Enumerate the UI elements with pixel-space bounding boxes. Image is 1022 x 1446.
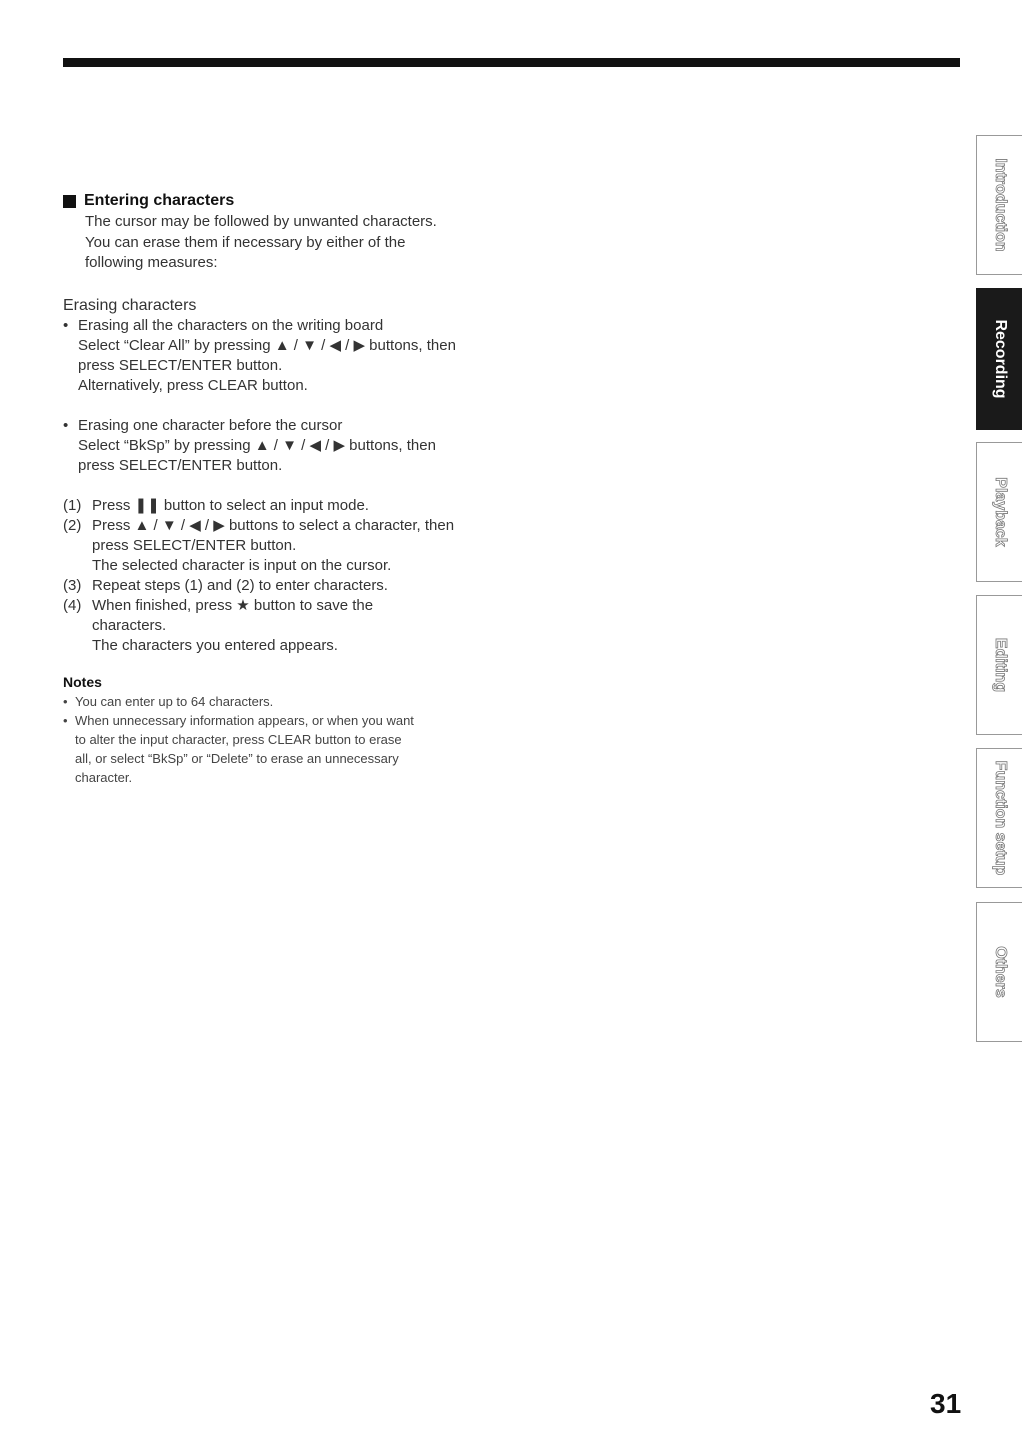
note-line: all, or select “BkSp” or “Delete” to erase an unnecessary	[75, 751, 399, 767]
tab-label: Playback	[991, 477, 1009, 547]
erasing-item	[63, 416, 503, 436]
bullet-dot-icon: •	[63, 416, 69, 434]
square-bullet-icon	[63, 195, 76, 208]
step-line: press SELECT/ENTER button.	[92, 536, 297, 554]
step-text: Repeat steps (1) and (2) to enter characters.	[92, 576, 388, 594]
erasing-item	[63, 316, 503, 336]
note-line: character.	[75, 770, 133, 786]
note-item	[63, 711, 503, 730]
step-number: (3)	[63, 576, 82, 594]
note-item	[63, 692, 503, 711]
top-rule	[63, 58, 960, 67]
intro-line: The cursor may be followed by unwanted characters.	[85, 213, 437, 230]
step-number: (4)	[63, 596, 82, 614]
bullet-dot-icon: •	[63, 316, 69, 334]
tab-label: Introduction	[991, 158, 1009, 252]
step-item	[63, 496, 503, 516]
note-text: When unnecessary information appears, or when you want	[75, 712, 414, 728]
step-number: (1)	[63, 496, 82, 514]
tab-recording[interactable]	[976, 288, 1022, 430]
tab-label: Function setup	[991, 760, 1009, 876]
step-line: characters.	[92, 616, 167, 634]
step-text: Press ▲ / ▼ / ◀ / ▶ buttons to select a character, then	[92, 516, 455, 534]
step-line: The selected character is input on the cursor.	[92, 556, 392, 574]
section-heading-text: Entering characters	[84, 192, 235, 209]
tab-playback[interactable]	[976, 442, 1022, 582]
step-item	[63, 576, 503, 596]
intro-line: You can erase them if necessary by either of the	[85, 233, 406, 251]
tab-introduction[interactable]	[976, 135, 1022, 275]
step-line: The characters you entered appears.	[92, 636, 338, 654]
page-number: 31	[930, 1388, 962, 1419]
erasing-item-title: Erasing one character before the cursor	[78, 416, 343, 434]
step-item	[63, 516, 503, 536]
main-content	[63, 190, 503, 788]
step-item	[63, 596, 503, 616]
tab-others[interactable]	[976, 902, 1022, 1042]
erasing-line: Select “BkSp” by pressing ▲ / ▼ / ◀ / ▶ buttons, then	[78, 436, 436, 454]
tab-label: Others	[991, 946, 1009, 998]
step-text: Press ❚❚ button to select an input mode.	[92, 496, 369, 514]
intro-line: following measures:	[85, 254, 218, 271]
erasing-item-title: Erasing all the characters on the writing board	[78, 316, 384, 334]
tab-label: Recording	[991, 319, 1009, 399]
step-text: When finished, press ★ button to save the	[92, 596, 374, 614]
step-number: (2)	[63, 516, 82, 534]
erasing-line: Alternatively, press CLEAR button.	[78, 376, 308, 394]
tab-label: Editing	[991, 637, 1009, 693]
section-intro	[85, 212, 503, 274]
erasing-line: Select “Clear All” by pressing ▲ / ▼ / ◀ / ▶ buttons, then	[78, 336, 456, 354]
bullet-dot-icon: •	[63, 712, 68, 728]
tab-function-setup[interactable]	[976, 748, 1022, 888]
erasing-title: Erasing characters	[63, 296, 197, 314]
erasing-line: press SELECT/ENTER button.	[78, 456, 283, 474]
notes-title: Notes	[63, 673, 102, 690]
section-heading	[63, 190, 503, 212]
note-text: You can enter up to 64 characters.	[75, 693, 274, 709]
bullet-dot-icon: •	[63, 693, 68, 709]
tab-editing[interactable]	[976, 595, 1022, 735]
erasing-line: press SELECT/ENTER button.	[78, 356, 283, 374]
note-line: to alter the input character, press CLEAR button to erase	[75, 731, 402, 747]
